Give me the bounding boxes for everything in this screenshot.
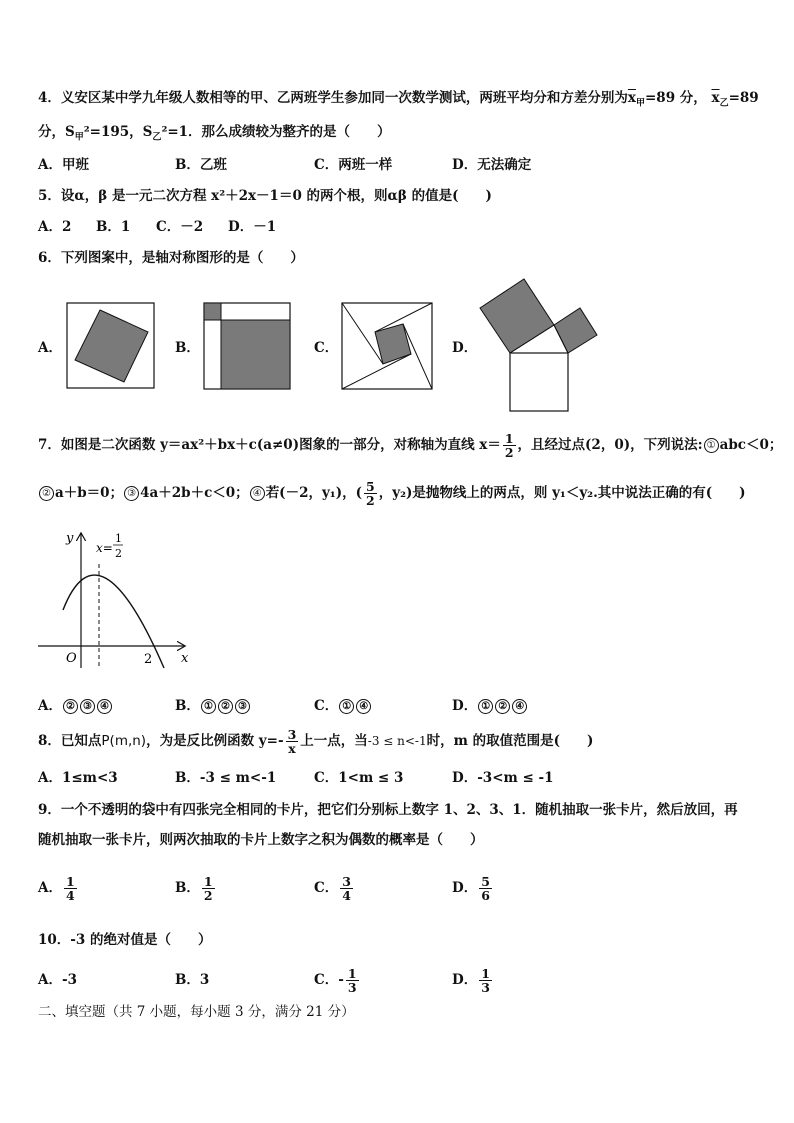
- q7-axis-fraction: $\frac{1}{2}$: [504, 431, 514, 460]
- q9-option-c[interactable]: C． $\frac{3}{4}$: [314, 874, 351, 903]
- q4-line1: [38, 88, 759, 114]
- q4-line2: [38, 122, 391, 148]
- q6-text: 6．下列图案中，是轴对称图形的是（ ）: [38, 250, 304, 266]
- q8-option-a[interactable]: A．1≤m<3: [38, 770, 118, 786]
- q9-option-d[interactable]: D． $\frac{5}{6}$: [452, 874, 490, 903]
- q9-option-b[interactable]: B． $\frac{1}{2}$: [175, 874, 213, 903]
- q7-option-b[interactable]: B． ① ② ③: [175, 696, 251, 716]
- q6-figure-b: [203, 302, 291, 390]
- q10-option-d[interactable]: D． $\frac{1}{3}$: [452, 966, 490, 995]
- q4-s-jia-sub: 甲: [74, 132, 84, 143]
- q8-option-d[interactable]: D．-3<m ≤ -1: [452, 770, 554, 786]
- q7-line2: ② a＋b＝0； ③ 4a＋2b＋c＜0； ④ 若(－2，y₁)，( $\frac{5}{2}$ ，y₂)是抛物线上的两点，则 y₁＜y₂.其中说法正确的有( ): [38, 476, 746, 510]
- q6-label-c[interactable]: C．: [314, 340, 339, 356]
- q4-xbar-jia: $\overline{x}$: [627, 90, 636, 106]
- q6-label-a[interactable]: A．: [38, 340, 62, 356]
- section2-title: 二、填空题（共 7 小题，每小题 3 分，满分 21 分）: [38, 1004, 355, 1020]
- q7-option-d[interactable]: D． ① ② ④: [452, 696, 528, 716]
- q8-option-c[interactable]: C．1<m ≤ 3: [314, 770, 404, 786]
- q7-option-c[interactable]: C． ① ④: [314, 696, 372, 716]
- q4-option-c[interactable]: C．两班一样: [314, 157, 393, 173]
- graph-axis-eq-den: 2: [115, 547, 122, 560]
- q8-fraction: $\frac{3}{x}$: [287, 727, 297, 756]
- q5-option-a[interactable]: A．2: [38, 219, 72, 235]
- q4-s-jia-val: ²=195，S: [83, 124, 153, 140]
- q7-line1: 7．如图是二次函数 y＝ax²＋bx＋c(a≠0)图象的一部分，对称轴为直线 x＝ $\frac{1}{2}$ ，且经过点(2，0)，下列说法: ① abc＜0；: [38, 431, 783, 460]
- q4-text-a: 4．义安区某中学九年级人数相等的甲、乙两班学生参加同一次数学测试，两班平均分和方差分别为: [38, 90, 628, 106]
- q9-line1: 9．一个不透明的袋中有四张完全相同的卡片，把它们分别标上数字 1、2、3、1．随机抽取一张卡片，然后放回，再: [38, 802, 738, 818]
- q6-label-d[interactable]: D．: [452, 340, 478, 356]
- q4-option-b[interactable]: B．乙班: [175, 157, 227, 173]
- q4-sub-yi: 乙: [719, 98, 729, 109]
- q4-option-a[interactable]: A．甲班: [38, 157, 89, 173]
- q4-xbar-yi: $\overline{x}$: [711, 90, 720, 106]
- q4-s-yi-sub: 乙: [152, 132, 162, 143]
- q8-text: 8．已知点P(m,n)，为是反比例函数 y=- $\frac{3}{x}$ 上一点，当-3 ≤ n<-1时，m 的取值范围是( ): [38, 727, 594, 756]
- q4-sub-jia: 甲: [635, 98, 645, 109]
- q10-text: 10．-3 的绝对值是（ ）: [38, 932, 212, 948]
- q5-option-b[interactable]: B．1: [96, 219, 131, 235]
- q9-line2: 随机抽取一张卡片，则两次抽取的卡片上数字之积为偶数的概率是（ ）: [38, 832, 484, 848]
- q7-parabola-graph: [36, 528, 196, 670]
- graph-origin-label: O: [66, 651, 77, 666]
- graph-y-label: y: [66, 531, 74, 546]
- q7-point-fraction: $\frac{5}{2}$: [366, 479, 375, 508]
- q6-figure-c: [341, 302, 433, 390]
- q5-option-d[interactable]: D．－1: [228, 219, 277, 235]
- q4-eq-yi: =89: [728, 90, 759, 106]
- q10-option-a[interactable]: A．-3: [38, 972, 77, 988]
- q4-line2-text: 分，S: [38, 124, 75, 140]
- graph-axis-eq-num: 1: [115, 532, 122, 545]
- q6-figure-d: [478, 278, 600, 414]
- q4-s-yi-val: ²=1．那么成绩较为整齐的是（ ）: [161, 124, 391, 140]
- q5-option-c[interactable]: C．－2: [156, 219, 204, 235]
- graph-x-label: x: [181, 651, 189, 666]
- graph-root-label: 2: [144, 652, 153, 667]
- q10-option-c[interactable]: C．- $\frac{1}{3}$: [314, 966, 357, 995]
- q7-option-a[interactable]: A． ② ③ ④: [38, 696, 113, 716]
- q9-option-a[interactable]: A． $\frac{1}{4}$: [38, 874, 75, 903]
- q4-eq-jia: =89 分，: [644, 90, 707, 106]
- q5-text: 5．设α，β 是一元二次方程 x²＋2x－1＝0 的两个根，则αβ 的值是( ): [38, 188, 492, 204]
- q4-option-d[interactable]: D．无法确定: [452, 157, 532, 173]
- q6-figure-a: [66, 302, 156, 390]
- q6-label-b[interactable]: B．: [175, 340, 200, 356]
- q10-option-b[interactable]: B．3: [175, 972, 210, 988]
- q8-option-b[interactable]: B．-3 ≤ m<-1: [175, 770, 277, 786]
- graph-axis-eq: x=: [96, 541, 113, 555]
